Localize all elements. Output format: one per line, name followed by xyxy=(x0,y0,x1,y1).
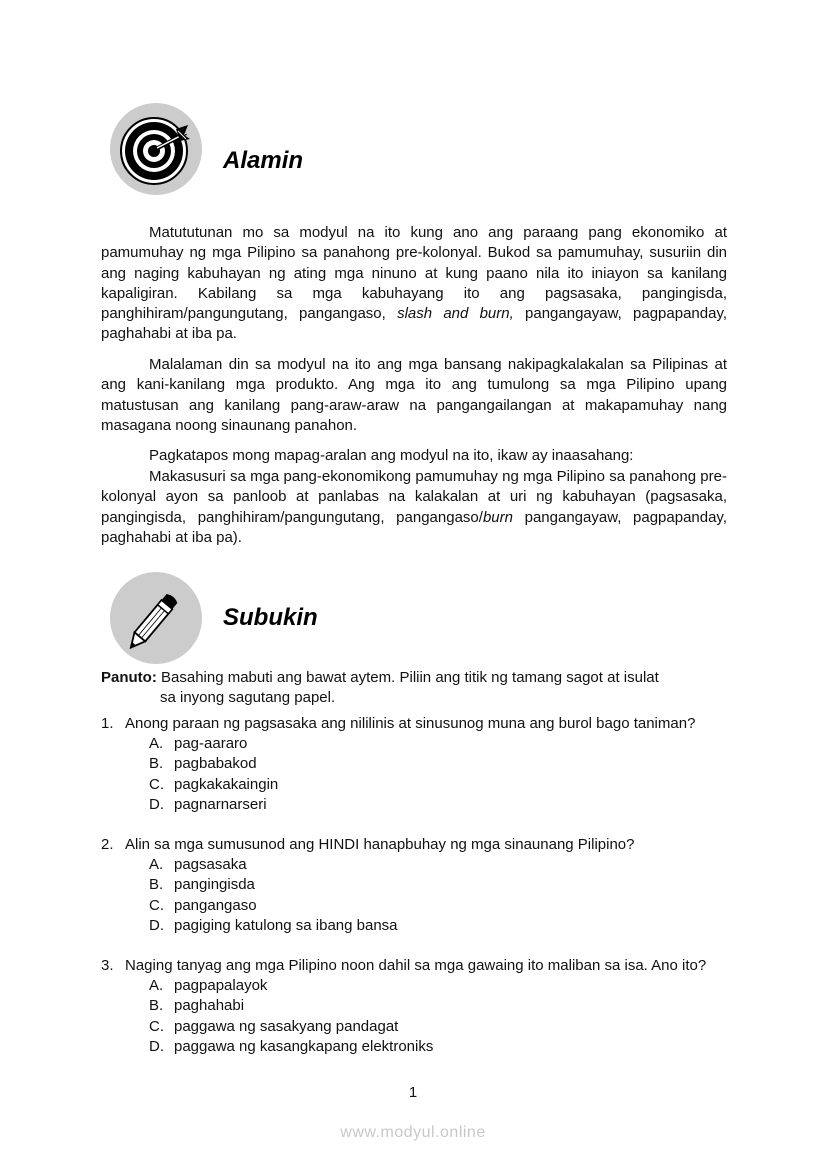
question-number: 2. xyxy=(101,836,114,853)
alamin-paragraph-3: Pagkatapos mong mapag-aralan ang modyul na ito, ikaw ay inaasahang: xyxy=(149,447,634,464)
page-number: 1 xyxy=(408,1084,418,1101)
choice-d: D. pagnarnarseri xyxy=(149,795,267,813)
choice-a: A. pag-aararo xyxy=(149,735,248,753)
instructions-line-2: sa inyong sagutang papel. xyxy=(160,689,336,706)
instructions xyxy=(101,668,721,708)
choice-b: B. pagbabakod xyxy=(149,755,257,773)
choice-b: B. pangingisda xyxy=(149,876,255,894)
section-title-alamin: Alamin xyxy=(223,147,304,174)
question-2 xyxy=(101,835,741,936)
question-text: Anong paraan ng pagsasaka ang nililinis at sinusunog muna ang burol bago taniman? xyxy=(125,715,696,732)
choice-c: C. paggawa ng sasakyang pandagat xyxy=(149,1017,399,1035)
italic-term: slash and burn, xyxy=(397,305,514,323)
choice-c: C. pangangaso xyxy=(149,896,257,914)
pencil-icon xyxy=(110,572,202,664)
choice-d: D. pagiging katulong sa ibang bansa xyxy=(149,916,398,934)
choice-d: D. paggawa ng kasangkapang elektroniks xyxy=(149,1037,434,1055)
question-stem xyxy=(101,956,741,976)
choice-b: B. paghahabi xyxy=(149,997,245,1015)
question-text: Naging tanyag ang mga Pilipino noon dahil sa mga gawaing ito maliban sa isa. Ano ito? xyxy=(125,957,707,974)
question-text: Alin sa mga sumusunod ang HINDI hanapbuhay ng mga sinaunang Pilipino? xyxy=(125,836,635,853)
question-3 xyxy=(101,956,741,1057)
alamin-paragraph-4: Makasusuri sa mga pang-ekonomikong pamumuhay ng mga Pilipino sa panahong pre-kolonyal ayon sa panloob at panlabas na kalakalan at uri ng kabuhayan (pagsasaka, pangingisda, panghihiram/pangungutang, pangangaso/burn pangangayaw, pagpapanday, paghahabi at iba pa). xyxy=(101,468,727,546)
italic-term: burn xyxy=(482,508,513,526)
alamin-header xyxy=(110,103,510,195)
question-number: 3. xyxy=(101,957,114,974)
target-icon xyxy=(110,103,202,195)
choice-c: C. pagkakakaingin xyxy=(149,775,279,793)
question-stem xyxy=(101,714,741,734)
question-number: 1. xyxy=(101,715,114,732)
alamin-paragraph-1: Matututunan mo sa modyul na ito kung ano ang paraang pang ekonomiko at pamumuhay ng mga Pilipino sa panahong pre-kolonyal. Bukod sa pamumuhay, susuriin din ang naging kabuhayan ng ating mga ninuno at kung paano nila ito iniayon sa kanilang kapaligiran. Kabilang sa mga kabuhayang ito ang pagsasaka, pangingisda, panghihiram/pangungutang, pangangaso, slash and burn, pangangayaw, pagpapanday, paghahabi at iba pa. xyxy=(101,224,727,343)
instructions-line-1: Panuto: Basahing mabuti ang bawat aytem. Piliin ang titik ng tamang sagot at isulat xyxy=(101,669,659,686)
watermark: www.modyul.online xyxy=(340,1124,486,1141)
choice-a: A. pagpapalayok xyxy=(149,977,268,995)
choice-a: A. pagsasaka xyxy=(149,856,247,874)
section-title-subukin: Subukin xyxy=(223,604,318,631)
alamin-paragraph-2: Malalaman din sa modyul na ito ang mga bansang nakipagkalakalan sa Pilipinas at ang kani-kanilang mga produkto. Ang mga ito ang tumulong sa mga Pilipino upang matustusan ang kanilang pang-araw-araw na pangangailangan at makapamuhay nang masagana noong sinaunang panahon. xyxy=(101,356,727,434)
question-stem xyxy=(101,835,741,855)
subukin-header xyxy=(110,572,510,664)
instructions-label: Panuto: xyxy=(101,669,157,686)
question-1 xyxy=(101,714,741,815)
